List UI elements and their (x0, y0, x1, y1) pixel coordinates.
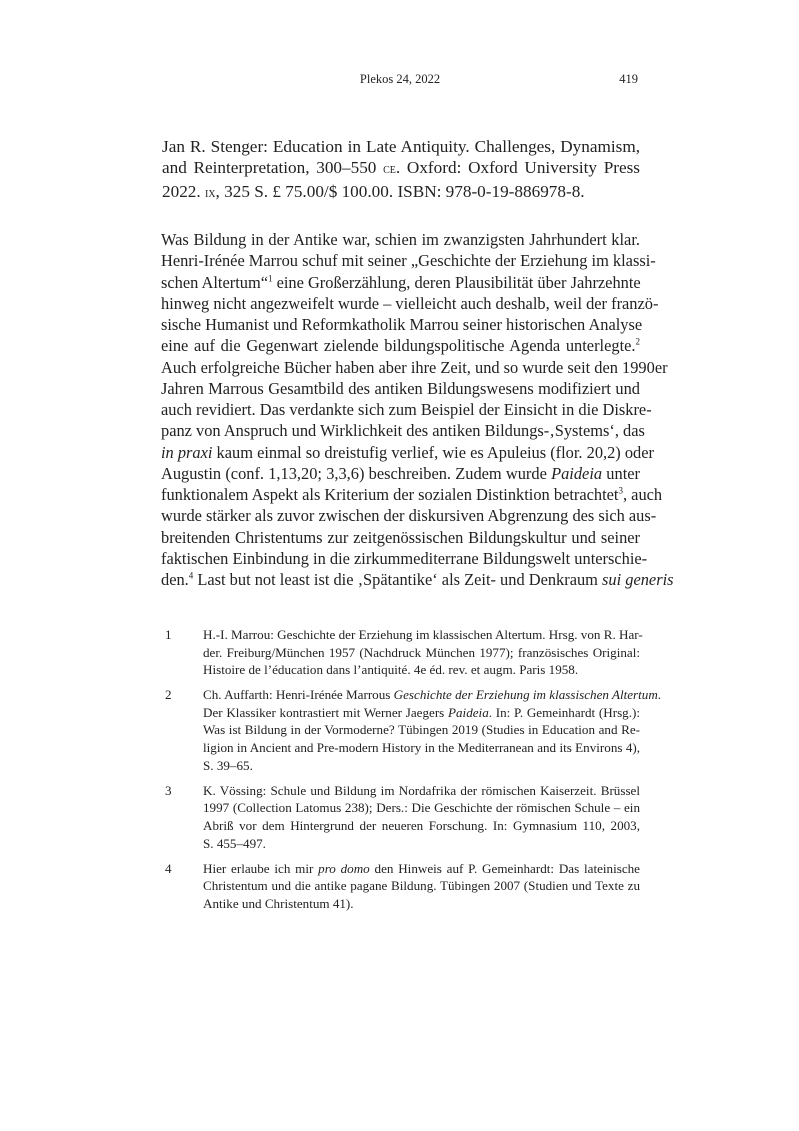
italic-text: sui generis (602, 570, 674, 589)
text-segment: Ch. Auffarth: Henri-Irénée Marrous (203, 687, 394, 703)
footnote-ref[interactable]: 4 (188, 570, 194, 581)
text-segment: Jahren Marrous Gesamtbild des antiken Bildungswesens modifiziert und (161, 378, 640, 398)
italic-text: Paideia (448, 704, 489, 720)
text-line (161, 229, 640, 250)
text-line (203, 644, 640, 662)
text-line (203, 739, 640, 757)
text-segment: Augustin (conf. 1,13,20; 3,3,6) beschreiben. Zudem wurde (161, 463, 552, 483)
text-segment: ix (204, 184, 216, 201)
text-line (161, 399, 652, 420)
text-line (203, 661, 640, 679)
text-segment: Henri-Irénée Marrou schuf mit seiner „Geschichte der Erziehung im klassi- (161, 251, 656, 271)
italic-text: pro domo (318, 860, 370, 876)
italic-text: in praxi (161, 442, 213, 462)
text-line (162, 136, 640, 157)
text-line (203, 721, 640, 739)
text-segment: den Hinweis auf P. Gemeinhardt: Das lateinische (369, 860, 640, 876)
text-segment: ligion in Ancient and Pre-modern History in the Mediterranean and its Environs 4), (203, 740, 640, 756)
text-line (161, 442, 654, 463)
italic-text: Geschichte der Erziehung im klassischen Altertum (393, 687, 658, 703)
text-segment: Jan R. Stenger: Education in Late Antiquity. Challenges, Dynamism, (162, 137, 640, 156)
text-line (203, 860, 640, 878)
text-segment: Histoire de l’éducation dans l’antiquité. 4e éd. rev. et augm. Paris 1958. (203, 662, 579, 678)
footnote-number: 2 (165, 687, 172, 703)
footnote (161, 626, 643, 679)
text-segment: , auch (622, 485, 663, 504)
footnote (161, 860, 640, 913)
text-segment: Last but not least ist die ‚Spätantike‘ als Zeit- und Denkraum (193, 570, 603, 589)
text-segment: H.-I. Marrou: Geschichte der Erziehung im klassischen Altertum. Hrsg. von R. Har- (203, 627, 643, 642)
text-segment: S. 39–65. (203, 757, 253, 773)
text-segment: 1997 (Collection Latomus 238); Ders.: Die Geschichte der römischen Schule – ein (203, 800, 640, 816)
footnote-ref[interactable]: 1 (267, 273, 273, 284)
text-segment: S. 455–497. (203, 835, 266, 851)
text-segment: and Reinterpretation, 300–550 (162, 158, 384, 178)
text-line (203, 782, 640, 800)
text-segment: Auch erfolgreiche Bücher haben aber ihre Zeit, und so wurde seit den 1990er (161, 357, 668, 377)
text-segment: funktionalem Aspekt als Kriterium der sozialen Distinktion betrachtet (161, 485, 619, 504)
review-title (162, 136, 640, 204)
text-segment: der. Freiburg/München 1957 (Nachdruck München 1977); französisches Original: (203, 644, 640, 660)
text-line (203, 817, 640, 835)
text-segment: hinweg nicht angezweifelt wurde – vielleicht auch deshalb, weil der franzö- (161, 293, 659, 313)
body-paragraph (161, 229, 674, 590)
text-line (203, 757, 640, 775)
text-segment: Abriß vor dem Hintergrund der neueren Forschung. In: Gymnasium 110, 2003, (203, 817, 640, 833)
text-line (161, 420, 645, 441)
footnote (161, 782, 640, 852)
text-segment: kaum einmal so dreistufig verlief, wie es Apuleius (flor. 20,2) oder (212, 442, 654, 462)
text-segment: auch revidiert. Das verdankte sich zum Beispiel der Einsicht in die Diskre- (161, 400, 652, 419)
text-segment: . Oxford: Oxford University Press (395, 158, 641, 178)
text-line (161, 378, 640, 399)
text-line (161, 484, 663, 505)
text-segment: eine auf die Gegenwart zielende bildungspolitische Agenda unterlegte. (161, 336, 636, 356)
text-line (203, 799, 640, 817)
text-line (161, 569, 674, 590)
text-segment: unter (602, 463, 640, 483)
text-line (161, 548, 648, 569)
text-segment: . In: P. Gemeinhardt (Hrsg.): (488, 704, 641, 720)
footnote-ref[interactable]: 3 (618, 485, 623, 496)
page-header (160, 72, 640, 92)
text-segment: faktischen Einbindung in die zirkummediterrane Bildungswelt unterschie- (161, 548, 648, 568)
text-line (203, 626, 643, 644)
footnote-number: 4 (165, 860, 172, 876)
text-segment: K. Vössing: Schule und Bildung im Nordafrika der römischen Kaiserzeit. Brüssel (203, 782, 640, 798)
text-line (162, 157, 640, 180)
text-segment: eine Großerzählung, deren Plausibilität über Jahrzehnte (272, 272, 641, 292)
text-segment: , 325 S. £ 75.00/$ 100.00. ISBN: 978-0-19-886978-8. (215, 181, 585, 201)
text-line (203, 686, 662, 704)
text-line (203, 877, 640, 895)
footnote-number: 3 (165, 782, 172, 798)
text-line (161, 357, 668, 378)
text-segment: breitenden Christentums zur zeitgenössischen Bildungskultur und seiner (161, 527, 640, 547)
footnote-number: 1 (165, 627, 172, 642)
page-number: 419 (619, 72, 638, 86)
text-segment: . (657, 687, 662, 703)
text-segment: Was Bildung in der Antike war, schien im zwanzigsten Jahrhundert klar. (161, 230, 640, 249)
text-segment: Hier erlaube ich mir (203, 860, 319, 876)
text-line (203, 835, 640, 853)
text-segment: den. (161, 570, 189, 589)
running-title: Plekos 24, 2022 (359, 72, 441, 86)
text-segment: ce (383, 161, 396, 178)
text-line (161, 527, 640, 548)
text-segment: wurde stärker als zuvor zwischen der diskursiven Abgrenzung des sich aus- (161, 506, 657, 526)
text-line (161, 293, 659, 314)
text-line (161, 314, 643, 335)
text-segment: Was ist Bildung in der Vormoderne? Tübingen 2019 (Studies in Education and Re- (203, 722, 640, 738)
text-line (203, 704, 640, 722)
text-line (161, 272, 640, 293)
text-segment: panz von Anspruch und Wirklichkeit des antiken Bildungs-‚Systems‘, das (161, 421, 645, 441)
text-segment: Antike und Christentum 41). (203, 895, 354, 911)
text-line (161, 505, 657, 526)
footnote (161, 686, 662, 774)
text-segment: Christentum und die antike pagane Bildung. Tübingen 2007 (Studien und Texte zu (203, 878, 640, 894)
footnotes (161, 626, 662, 920)
text-segment: Der Klassiker kontrastiert mit Werner Jaegers (203, 704, 449, 720)
text-line (162, 181, 640, 204)
italic-text: Paideia (551, 463, 603, 483)
text-line (161, 463, 640, 484)
text-line (161, 335, 640, 356)
text-segment: schen Altertum“ (161, 272, 268, 292)
text-line (161, 250, 656, 271)
footnote-ref[interactable]: 2 (635, 336, 640, 347)
text-segment: 2022. (162, 181, 205, 201)
text-line (203, 895, 640, 913)
text-segment: sische Humanist und Reformkatholik Marrou seiner historischen Analyse (161, 315, 643, 334)
